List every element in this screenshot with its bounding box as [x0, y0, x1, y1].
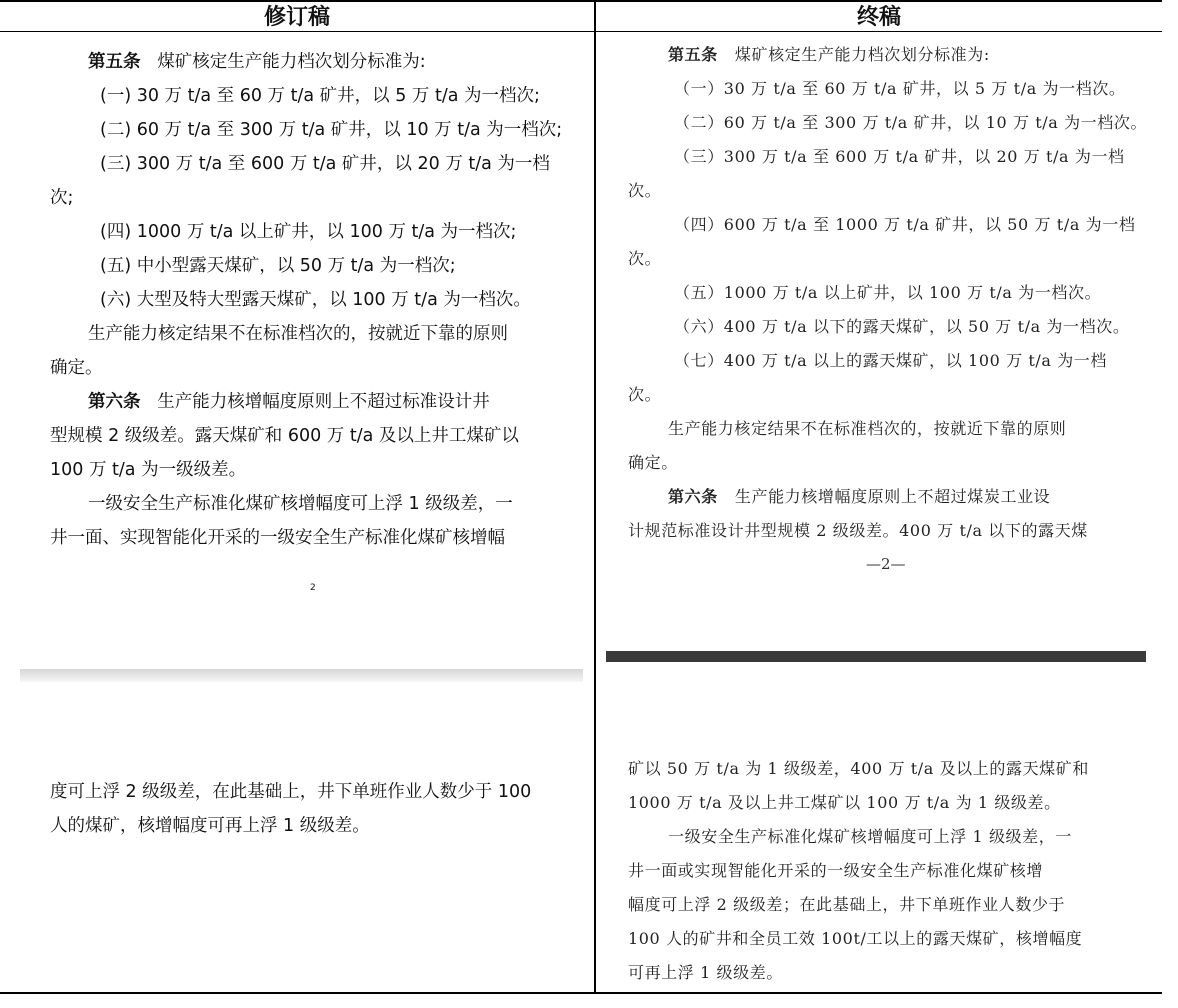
- safety-rule-line1: 一级安全生产标准化煤矿核增幅度可上浮 1 级级差，一: [88, 494, 513, 514]
- article-6-heading: [50, 385, 598, 419]
- list-item: （五）1000 万 t/a 以上矿井，以 100 万 t/a 为一档次。: [674, 283, 1102, 302]
- final-page-number: —2—: [866, 555, 906, 573]
- rounding-rule: 生产能力核定结果不在标准档次的，按就近下靠的原则: [88, 324, 508, 344]
- list-item-continuation: 次;: [50, 188, 74, 208]
- list-item: (五) 中小型露天煤矿，以 50 万 t/a 为一档次;: [100, 256, 456, 276]
- continuation-line: 可再上浮 1 级级差。: [628, 963, 783, 982]
- article-6-line3: 100 万 t/a 为一级级差。: [50, 460, 247, 480]
- article-6-line2-final: 计规范标准设计井型规模 2 级级差。400 万 t/a 以下的露天煤: [628, 521, 1088, 540]
- list-item: （七）400 万 t/a 以上的露天煤矿，以 100 万 t/a 为一档: [674, 351, 1107, 370]
- continuation-line1: 度可上浮 2 级级差，在此基础上，井下单班作业人数少于 100: [50, 782, 532, 802]
- page-break-bar-left: [20, 669, 583, 682]
- table-bottom-border: [0, 992, 1162, 994]
- list-item: (六) 大型及特大型露天煤矿，以 100 万 t/a 为一档次。: [100, 290, 531, 310]
- continuation-line: 井一面或实现智能化开采的一级安全生产标准化煤矿核增: [628, 861, 1044, 880]
- continuation-line: 幅度可上浮 2 级级差；在此基础上，井下单班作业人数少于: [628, 895, 1066, 914]
- list-item-continuation: 次。: [628, 385, 662, 404]
- article-6-heading-final: [628, 480, 1168, 514]
- article-5-heading-final: [628, 38, 1168, 72]
- continuation-line: 1000 万 t/a 及以上井工煤矿以 100 万 t/a 为 1 级级差。: [628, 793, 1061, 812]
- list-item: (四) 1000 万 t/a 以上矿井，以 100 万 t/a 为一档次;: [100, 222, 517, 242]
- continuation-line: 矿以 50 万 t/a 为 1 级级差，400 万 t/a 及以上的露天煤矿和: [628, 759, 1089, 778]
- list-item-continuation: 次。: [628, 249, 662, 268]
- header-divider: [0, 31, 1162, 32]
- list-item: (三) 300 万 t/a 至 600 万 t/a 矿井，以 20 万 t/a 为一档: [100, 154, 550, 174]
- safety-rule-line2: 井一面、实现智能化开采的一级安全生产标准化煤矿核增幅: [50, 528, 505, 548]
- article-6-title: 第六条: [88, 392, 141, 412]
- article-6-line1-final: 生产能力核增幅度原则上不超过煤炭工业设: [734, 487, 1051, 506]
- article-5-lead: 煤矿核定生产能力档次划分标准为:: [157, 52, 426, 72]
- article-6-title-final: 第六条: [668, 487, 718, 506]
- article-5-title-final: 第五条: [668, 45, 718, 64]
- article-6-line1: 生产能力核增幅度原则上不超过标准设计井: [157, 392, 490, 412]
- list-item: （二）60 万 t/a 至 300 万 t/a 矿井，以 10 万 t/a 为一档次。: [674, 113, 1148, 132]
- revision-page-number: 2: [310, 583, 316, 593]
- list-item: （一）30 万 t/a 至 60 万 t/a 矿井，以 5 万 t/a 为一档次。: [674, 79, 1126, 98]
- article-5-heading: [50, 45, 598, 79]
- column-header-revision: 修订稿: [263, 5, 330, 30]
- list-item: （三）300 万 t/a 至 600 万 t/a 矿井，以 20 万 t/a 为一档: [674, 147, 1125, 166]
- continuation-line: 一级安全生产标准化煤矿核增幅度可上浮 1 级级差，一: [668, 827, 1072, 846]
- continuation-line2: 人的煤矿，核增幅度可再上浮 1 级级差。: [50, 816, 370, 836]
- article-5-lead-final: 煤矿核定生产能力档次划分标准为:: [734, 45, 990, 64]
- list-item: (一) 30 万 t/a 至 60 万 t/a 矿井，以 5 万 t/a 为一档次;: [100, 86, 540, 106]
- article-6-line2: 型规模 2 级级差。露天煤矿和 600 万 t/a 及以上井工煤矿以: [50, 426, 519, 446]
- list-item: (二) 60 万 t/a 至 300 万 t/a 矿井，以 10 万 t/a 为一档次;: [100, 120, 563, 140]
- list-item-continuation: 次。: [628, 181, 662, 200]
- list-item: （六）400 万 t/a 以下的露天煤矿，以 50 万 t/a 为一档次。: [674, 317, 1130, 336]
- list-item: （四）600 万 t/a 至 1000 万 t/a 矿井，以 50 万 t/a 为一档: [674, 215, 1136, 234]
- rounding-rule-final: 生产能力核定结果不在标准档次的，按就近下靠的原则: [668, 419, 1067, 438]
- continuation-line: 100 人的矿井和全员工效 100t/工以上的露天煤矿，核增幅度: [628, 929, 1083, 948]
- column-header-final: 终稿: [856, 5, 901, 30]
- article-5-title: 第五条: [88, 52, 141, 72]
- rounding-rule-end: 确定。: [50, 358, 103, 378]
- rounding-rule-end-final: 确定。: [628, 453, 678, 472]
- page-break-bar-right: [606, 651, 1146, 662]
